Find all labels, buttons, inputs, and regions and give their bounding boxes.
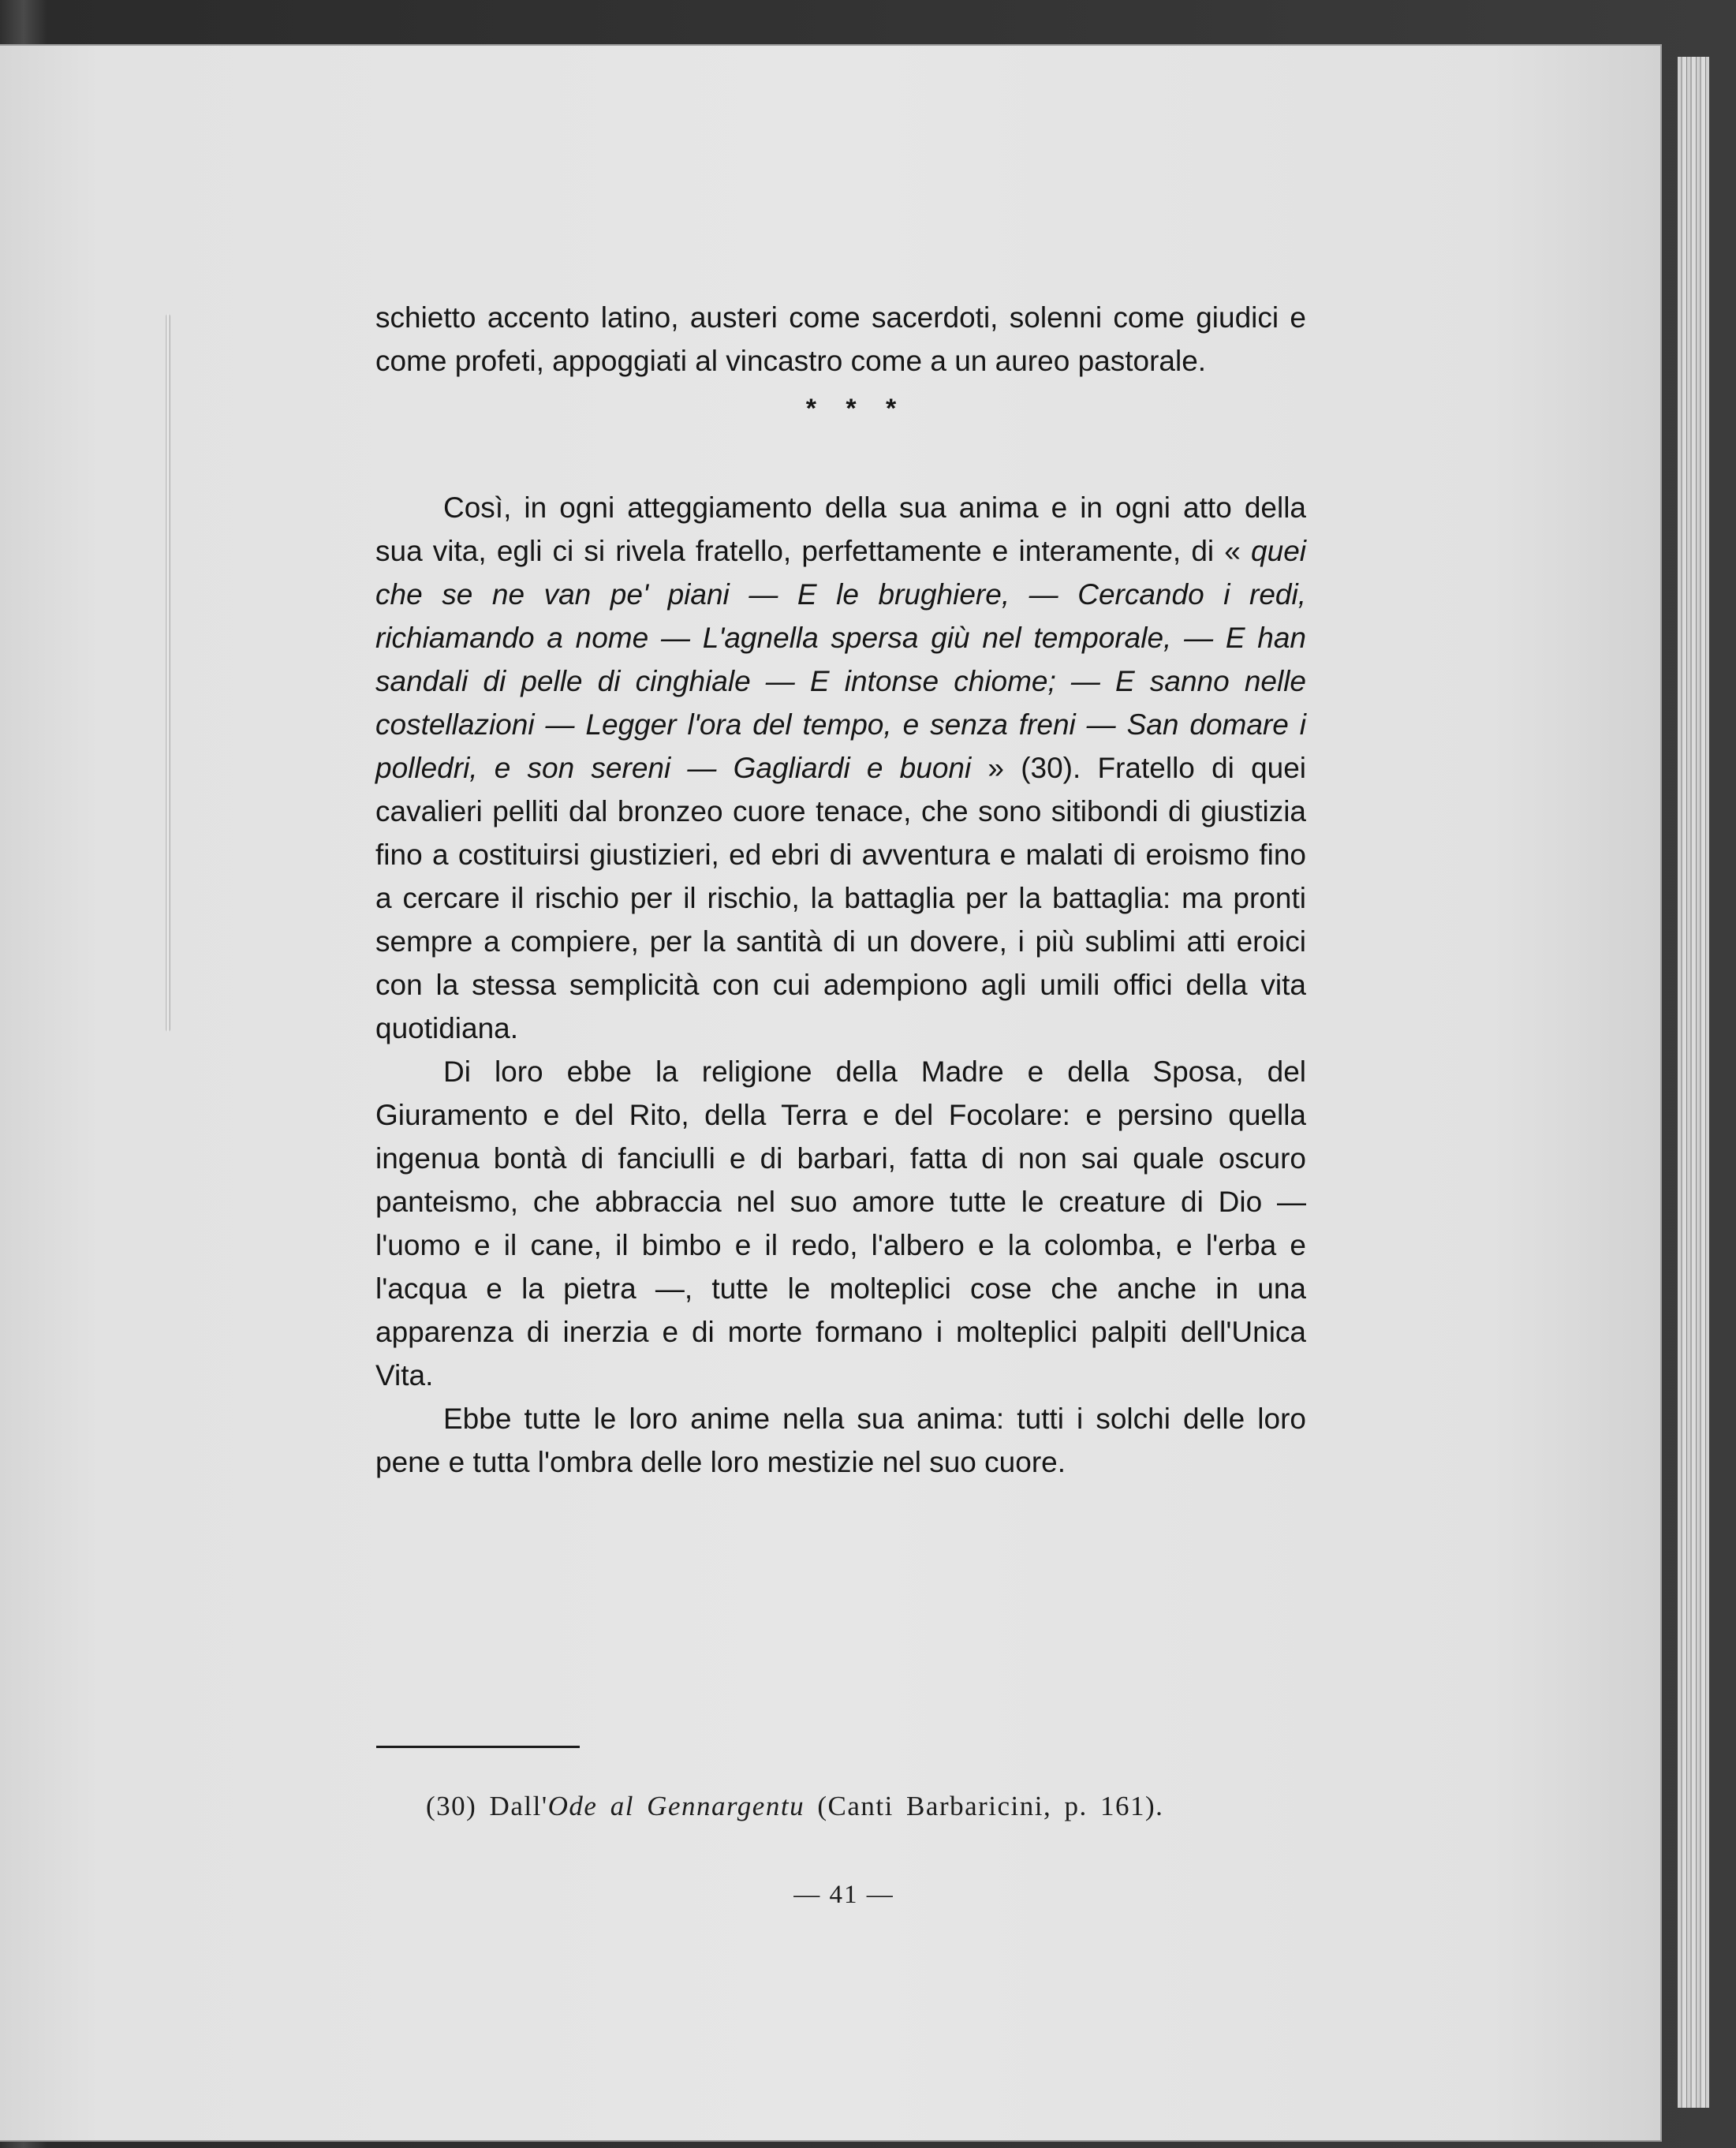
footnote-suffix: (Canti Barbaricini, p. 161). bbox=[805, 1791, 1164, 1821]
paragraph-1 bbox=[375, 486, 1306, 1050]
footnote bbox=[426, 1789, 1309, 1824]
paragraph-1-rest: » (30). Fratello di quei cavalieri pelliti dal bronzeo cuore tenace, che sono sitibondi di giustizia fino a costituirsi giustizieri, ed ebri di avventura e malati di eroismo fino a cercare il rischio per il rischio, la battaglia per la battaglia: ma pronti sempre a compiere, per la santità di un dovere, i più sublimi atti eroici con la stessa semplicità con cui adempiono agli umili offici della vita quotidiana. bbox=[375, 752, 1307, 1044]
poem-quotation: quei che se ne van pe' piani — E le brughiere, — Cercando i redi, richiamando a nome — L'agnella spersa giù nel temporale, — E han sandali di pelle di cinghiale — E intonse chiome; — E sanno nelle costellazioni — Legger l'ora del tempo, e senza freni — San domare i polledri, e son sereni — Gagliardi e buoni bbox=[375, 535, 1306, 784]
paragraph-continued: schietto accento latino, austeri come sacerdoti, solenni come giudici e come profeti, appoggiati al vincastro come a un aureo pastorale. bbox=[375, 301, 1306, 377]
page-number: — 41 — bbox=[793, 1881, 894, 1909]
section-break-asterism: * * * bbox=[805, 394, 908, 424]
page-stack-edge bbox=[1678, 57, 1709, 2108]
footnote-prefix: (30) Dall' bbox=[426, 1791, 548, 1821]
paragraph-1-intro: Così, in ogni atteggiamento della sua anima e in ogni atto della sua vita, egli ci si rivela fratello, perfettamente e interamente, di « bbox=[375, 491, 1306, 567]
footnote-title: Ode al Gennargentu bbox=[547, 1791, 805, 1821]
paragraph-2: Di loro ebbe la religione della Madre e della Sposa, del Giuramento e del Rito, della Terra e del Focolare: e persino quella ingenua bontà di fanciulli e di barbari, fatta di non sai quale oscuro panteismo, che abbraccia nel suo amore tutte le creature di Dio — l'uomo e il cane, il bimbo e il redo, l'albero e la colomba, e l'erba e l'acqua e la pietra —, tutte le molteplici cose che anche in una apparenza di inerzia e di morte formano i molteplici palpiti dell'Unica Vita. bbox=[375, 1055, 1306, 1392]
footnote-rule bbox=[376, 1746, 580, 1748]
paragraph-3: Ebbe tutte le loro anime nella sua anima: tutti i solchi delle loro pene e tutta l'ombra delle loro mestizie nel suo cuore. bbox=[375, 1403, 1306, 1478]
binding-thread bbox=[166, 314, 170, 1032]
body-text bbox=[375, 296, 1306, 1484]
